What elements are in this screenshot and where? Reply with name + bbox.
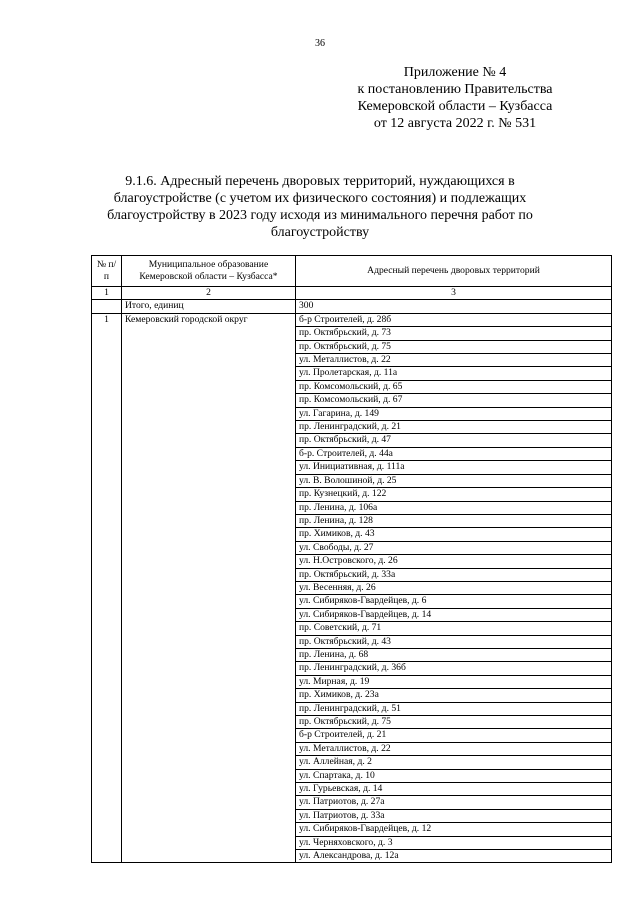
total-row	[92, 300, 612, 313]
address-cell: ул. Черняховского, д. 3	[296, 836, 612, 849]
address-cell: ул. Сибиряков-Гвардейцев, д. 14	[296, 608, 612, 621]
column-number-3: 3	[296, 287, 612, 300]
appendix-line-3: Кемеровской области – Кузбасса	[357, 99, 553, 114]
header-number: № п/п	[92, 256, 122, 287]
total-value: 300	[296, 300, 612, 313]
address-cell: ул. Инициативная, д. 111а	[296, 461, 612, 474]
address-cell: пр. Октябрьский, д. 75	[296, 716, 612, 729]
address-cell: пр. Комсомольский, д. 67	[296, 394, 612, 407]
column-number-2: 2	[122, 287, 296, 300]
address-cell: ул. Пролетарская, д. 11а	[296, 367, 612, 380]
address-cell: ул. Патриотов, д. 27а	[296, 796, 612, 809]
address-cell: ул. Гагарина, д. 149	[296, 407, 612, 420]
address-cell: ул. Свободы, д. 27	[296, 541, 612, 554]
address-cell: пр. Ленина, д. 68	[296, 648, 612, 661]
municipality-number: 1	[92, 313, 122, 863]
address-cell: ул. Аллейная, д. 2	[296, 756, 612, 769]
address-cell: ул. Сибиряков-Гвардейцев, д. 6	[296, 595, 612, 608]
address-cell: пр. Ленинградский, д. 36б	[296, 662, 612, 675]
address-cell: ул. Металлистов, д. 22	[296, 354, 612, 367]
table-header-row	[92, 256, 612, 287]
address-cell: пр. Химиков, д. 23а	[296, 689, 612, 702]
column-number-1: 1	[92, 287, 122, 300]
appendix-line-4: от 12 августа 2022 г. № 531	[373, 116, 537, 131]
address-cell: б-р. Строителей, д. 44а	[296, 447, 612, 460]
header-municipality: Муниципальное образование Кемеровской области – Кузбасса*	[122, 256, 296, 287]
column-number-row	[92, 287, 612, 300]
address-cell: пр. Комсомольский, д. 65	[296, 380, 612, 393]
address-cell: ул. Патриотов, д. 33а	[296, 809, 612, 822]
address-cell: ул. В. Волошиной, д. 25	[296, 474, 612, 487]
address-cell: пр. Химиков, д. 43	[296, 528, 612, 541]
appendix-line-2: к постановлению Правительства	[357, 82, 553, 97]
address-cell: ул. Сибиряков-Гвардейцев, д. 12	[296, 823, 612, 836]
address-cell: ул. Н.Островского, д. 26	[296, 555, 612, 568]
address-cell: пр. Октябрьский, д. 43	[296, 635, 612, 648]
address-cell: пр. Ленина, д. 106а	[296, 501, 612, 514]
address-cell: ул. Металлистов, д. 22	[296, 742, 612, 755]
address-cell: ул. Гурьевская, д. 14	[296, 783, 612, 796]
address-cell: пр. Ленина, д. 128	[296, 514, 612, 527]
address-cell: ул. Спартака, д. 10	[296, 769, 612, 782]
address-cell: пр. Ленинградский, д. 51	[296, 702, 612, 715]
header-addresses: Адресный перечень дворовых территорий	[296, 256, 612, 287]
appendix-line-1: Приложение № 4	[403, 65, 507, 80]
address-cell: пр. Октябрьский, д. 47	[296, 434, 612, 447]
address-cell: пр. Советский, д. 71	[296, 622, 612, 635]
appendix-block	[300, 64, 610, 132]
address-cell: пр. Октябрьский, д. 73	[296, 327, 612, 340]
address-cell: пр. Ленинградский, д. 21	[296, 421, 612, 434]
address-cell: ул. Весенняя, д. 26	[296, 581, 612, 594]
address-cell: пр. Октябрьский, д. 33а	[296, 568, 612, 581]
address-cell: пр. Кузнецкий, д. 122	[296, 488, 612, 501]
address-table	[91, 255, 612, 863]
page-number: 36	[315, 38, 325, 49]
address-cell: ул. Александрова, д. 12а	[296, 850, 612, 863]
address-cell: пр. Октябрьский, д. 75	[296, 340, 612, 353]
table-row	[92, 313, 612, 326]
address-cell: б-р Строителей, д. 21	[296, 729, 612, 742]
total-label: Итого, единиц	[122, 300, 296, 313]
total-empty-cell	[92, 300, 122, 313]
municipality-name: Кемеровский городской округ	[122, 313, 296, 863]
address-cell: ул. Мирная, д. 19	[296, 675, 612, 688]
section-heading: 9.1.6. Адресный перечень дворовых территорий, нуждающихся в благоустройстве (с учетом их физического состояния) и подлежащих благоустройству в 2023 году исходя из минимального перечня работ по благоустройству	[107, 174, 533, 240]
address-cell: б-р Строителей, д. 28б	[296, 313, 612, 326]
